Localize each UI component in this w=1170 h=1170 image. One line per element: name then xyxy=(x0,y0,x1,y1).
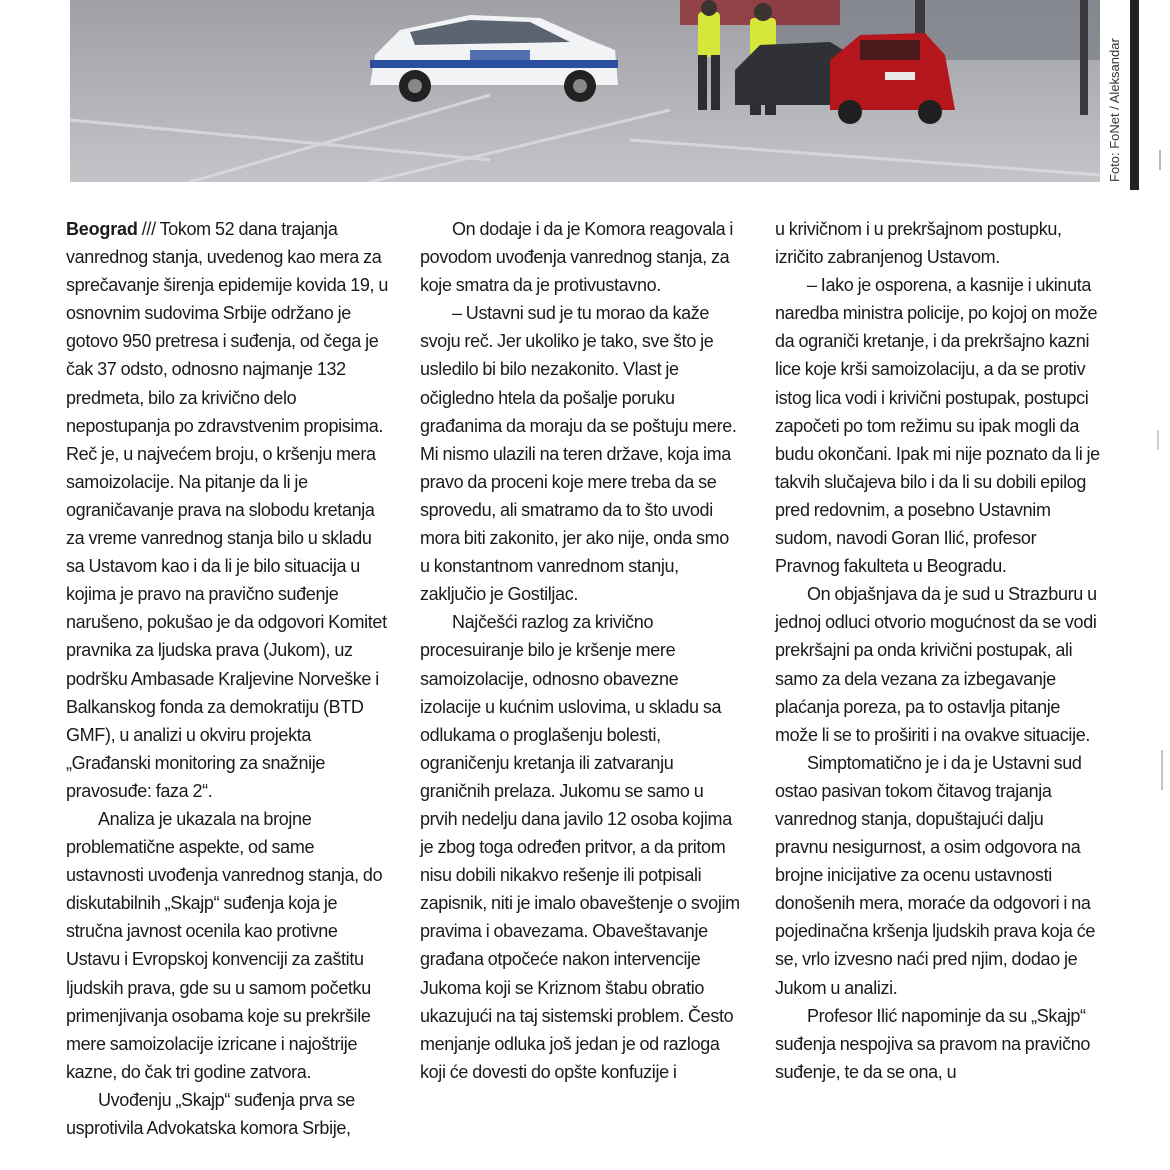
article-paragraph: Najčešći razlog za krivično procesuiranje bilo je kršenje mere samoizolacije, odnosno obavezne izolacije u kućnim uslovima, u skladu sa odlukama o proglašenju bolesti, ograničenju kretanja ili zatvaranju graničnih prelaza. Jukomu se samo u prvih nedelju dana javilo 12 osoba kojima je zbog toga određen pritvor, a da pritom nisu dobili nikakvo rešenje ili potpisali zapisnik, niti je imalo obaveštenje o svojim pravima i obavezama. Obaveštavanje građana otpočeće nakon intervencije Jukoma koji se Kriznom štabu obratio ukazujući na taj sistemski problem. Često menjanje odluka još jedan je od razloga koji će dovesti do opšte konfuzije i xyxy=(420,612,740,1082)
article-paragraph: On dodaje i da je Komora reagovala i povodom uvođenja vanrednog stanja, za koje smatra da je protivustavno. xyxy=(420,219,734,296)
article-paragraph: Profesor Ilić napominje da su „Skajp“ suđenja nespojiva sa pravom na pravično suđenje, te da se ona, u xyxy=(775,1005,1091,1082)
article-paragraph: Beograd /// Tokom 52 dana trajanja vanrednog stanja, uvedenog kao mera za sprečavanje širenja epidemije kovida 19, u osnovnim sudovima Srbije održano je gotovo 950 pretresa i suđenja, od čega je čak 37 odsto, odnosno najmanje 132 predmeta, bilo za krivično delo nepostupanja po zdravstvenim propisima. Reč je, u najvećem broju, o kršenju mera samoizolacije. Na pitanje da li je ograničavanje prava na slobodu kretanja za vreme vanrednog stanja bilo u skladu sa Ustavom kao i da li je bilo situacija u kojima je pravo na pravično suđenje narušeno, pokušao je da odgovori Komitet pravnika za ljudska prava (Jukom), uz podršku Ambasade Kraljevine Norveške i Balkanskog fonda za demokratiju (BTD GMF), u analizi u okviru projekta „Građanski monitoring za snažnije pravosuđe: faza 2“. xyxy=(66,219,388,801)
article-paragraph: u krivičnom i u prekršajnom postupku, izričito zabranjenog Ustavom. xyxy=(775,219,1062,268)
article-column-2 xyxy=(420,215,742,1086)
article-column-3 xyxy=(775,215,1100,1086)
article-paragraph: Analiza je ukazala na brojne problematične aspekte, od same ustavnosti uvođenja vanrednog stanja, do diskutabilnih „Skajp“ suđenja koja je stručna javnost ocenila kao protivne Ustavu i Evropskoj konvenciji za zaštitu ljudskih prava, gde su u samom početku primenjivanja osobama koje su prekršile mere samoizolacije izricane i najoštrije kazne, do čak tri godine zatvora. xyxy=(66,808,383,1082)
photo-credit: Foto: FoNet / Aleksandar xyxy=(1107,38,1122,182)
article-column-1 xyxy=(66,215,388,1142)
article-paragraph: – Ustavni sud je tu morao da kaže svoju reč. Jer ukoliko je tako, sve što je usledilo bi bilo nezakonito. Vlast je očigledno htela da pošalje poruku građanima da moraju da se poštuju mere. Mi nismo ulazili na teren države, koja ima pravo da proceni koje mere treba da se sprovedu, ali smatramo da to što uvodi mora biti zakonito, jer ako nije, onda smo u konstantnom vanrednom stanju, zaključio je Gostiljac. xyxy=(420,303,737,605)
dateline-separator: /// xyxy=(137,219,160,239)
article-paragraph: Simptomatično je i da je Ustavni sud ostao pasivan tokom čitavog trajanja vanrednog stanja, dopuštajući dalju pravnu nesigurnost, a osim odgovora na brojne inicijative za ocenu ustavnosti donošenih mera, moraće da odgovori i na pojedinačna kršenja ljudskih prava koja će se, vrlo izvesno naći pred njim, dodao je Jukom u analizi. xyxy=(775,752,1096,998)
article-paragraph: On objašnjava da je sud u Strazburu u jednoj odluci otvorio mogućnost da se vodi prekršajni pa onda krivični postupak, ali samo za dela vezana za izbegavanje plaćanja poreza, pa to ostavlja pitanje može li se to proširiti i na ovakve situacije. xyxy=(775,584,1097,745)
dateline: Beograd xyxy=(66,219,138,239)
article-paragraph: – Iako je osporena, a kasnije i ukinuta naredba ministra policije, po kojoj on može da ograniči kretanje, i da prekršajno kazni lice koje krši samoizolaciju, a da se protiv istog lica vodi i krivični postupak, postupci započeti po tom režimu su ipak mogli da budu okončani. Ipak mi nije poznato da li je takvih slučajeva bilo i da li su dobili epilog pred redovnim, a posebno Ustavnim sudom, navodi Goran Ilić, profesor Pravnog fakulteta u Beogradu. xyxy=(775,275,1100,577)
article-paragraph: Uvođenju „Skajp“ suđenja prva se usprotivila Advokatska komora Srbije, xyxy=(66,1089,355,1138)
